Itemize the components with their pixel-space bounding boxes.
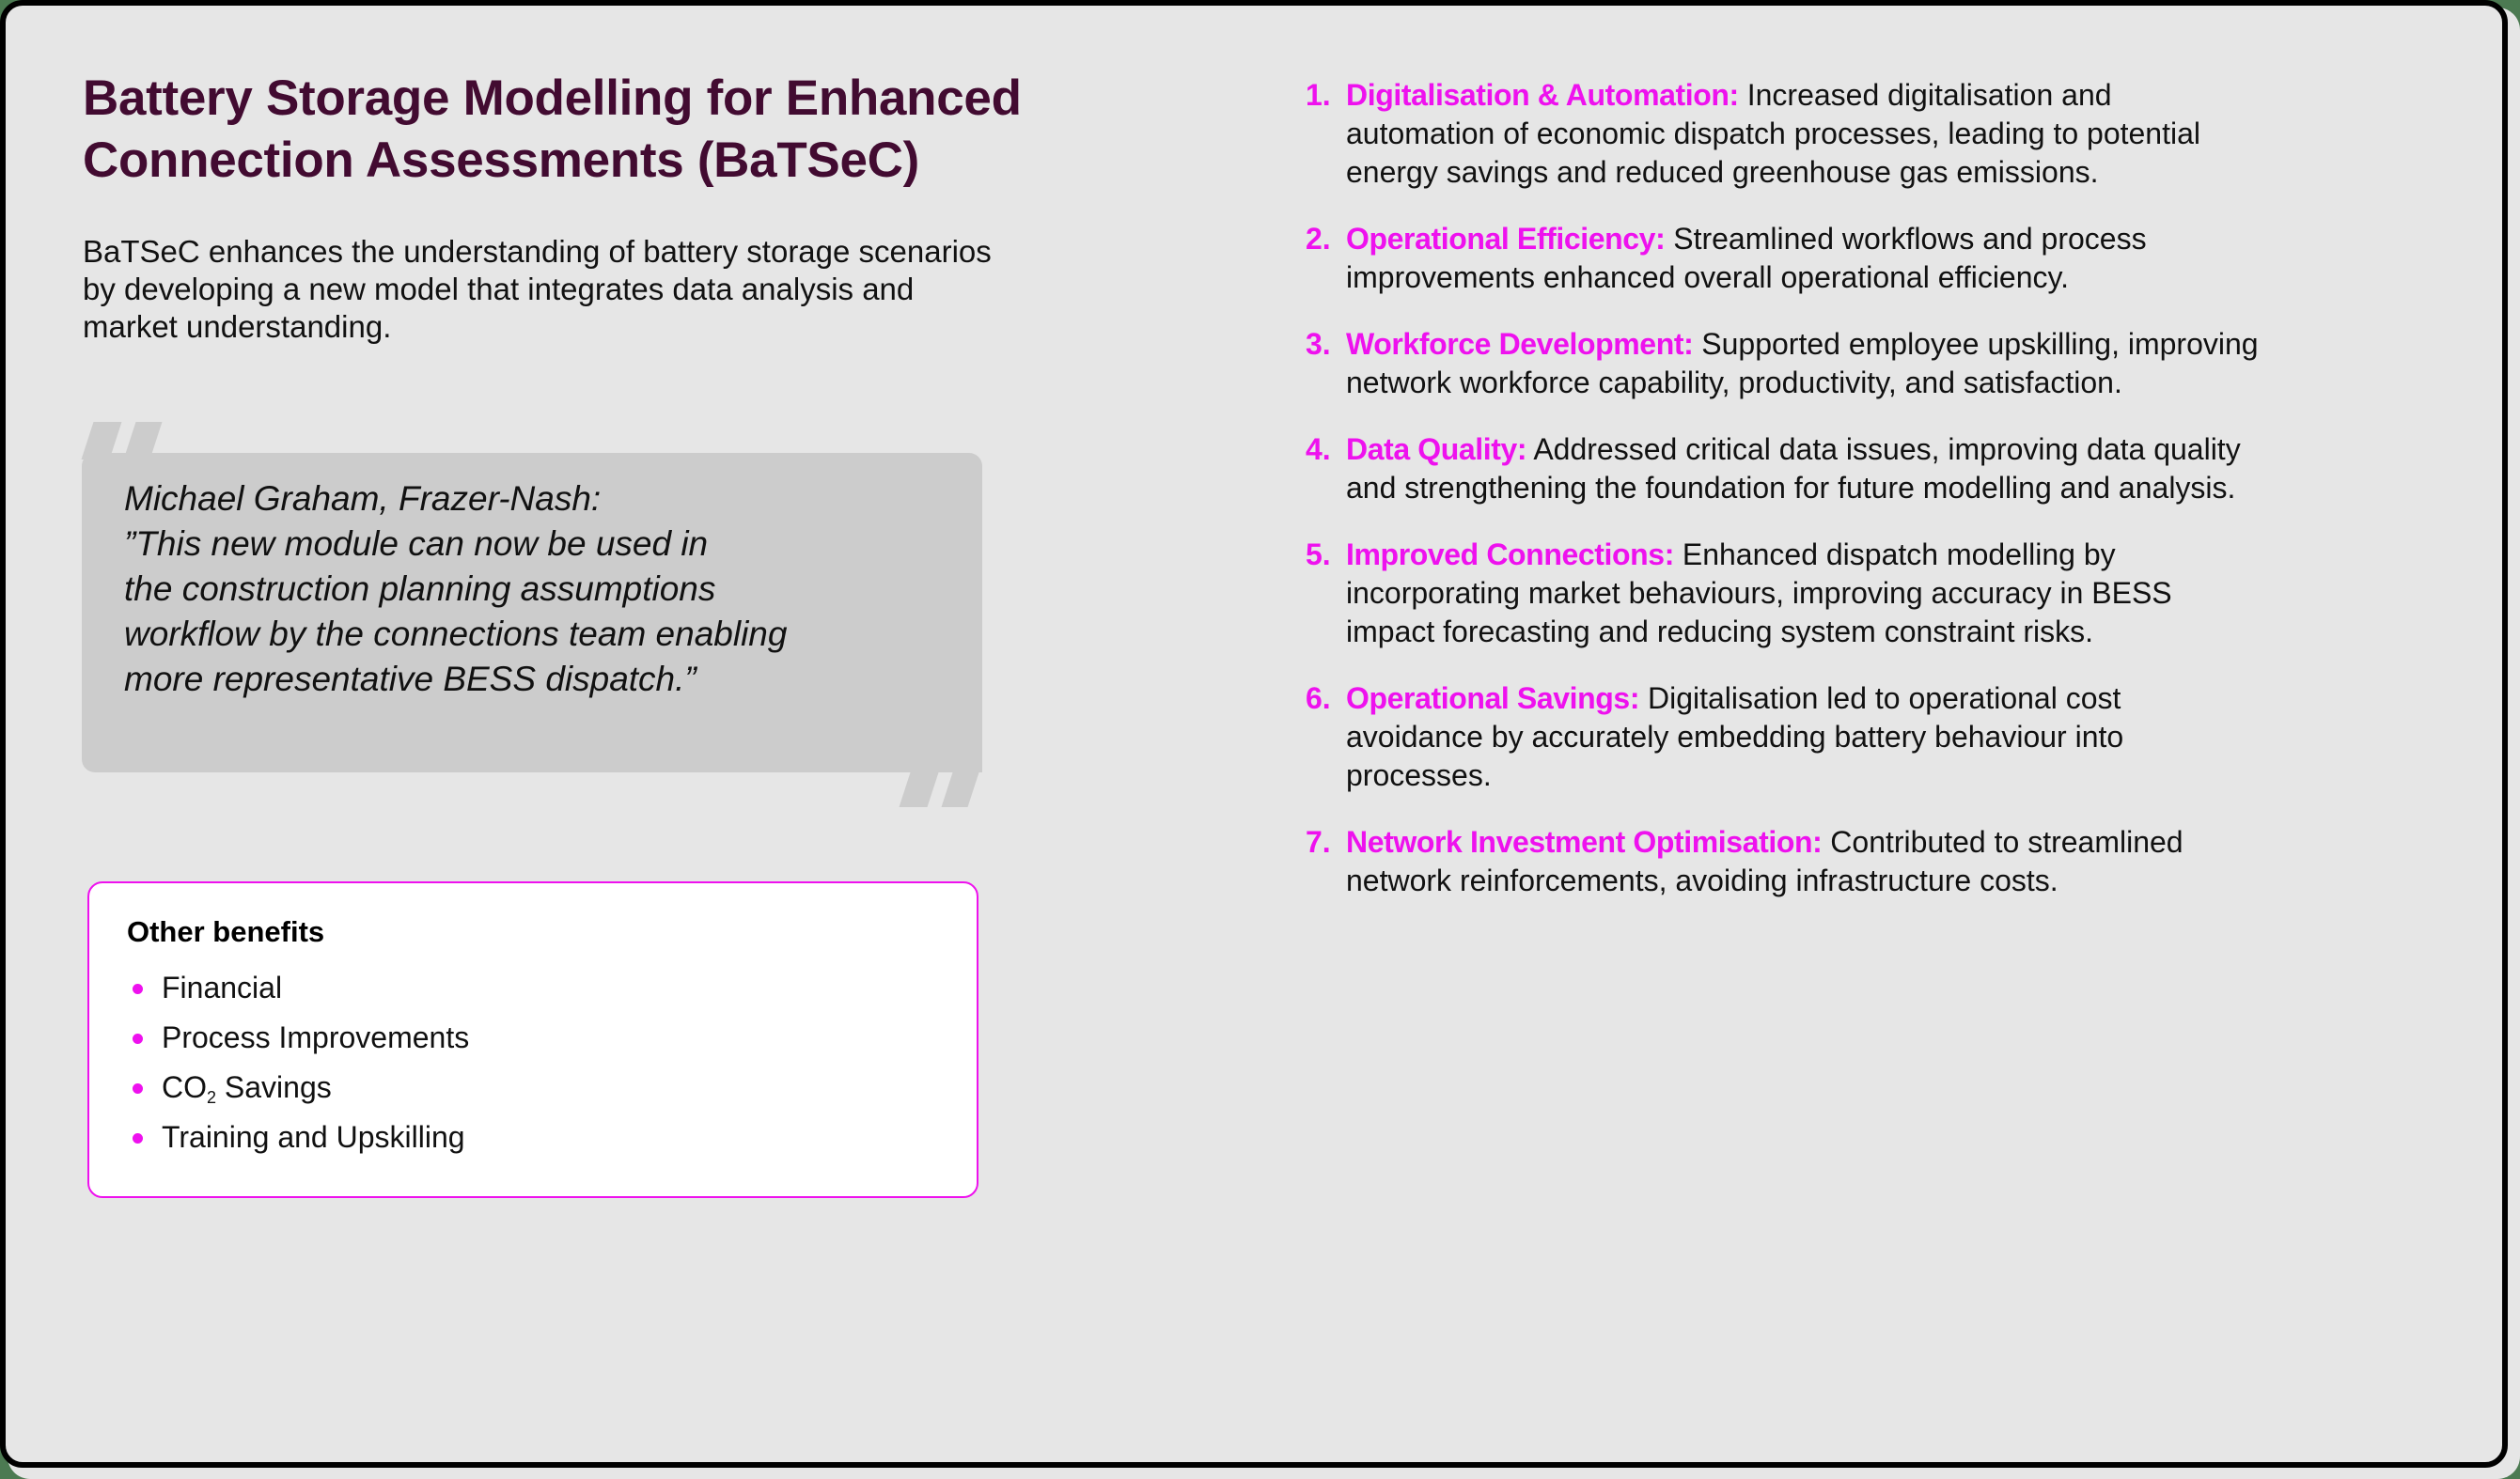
quote-line: ”This new module can now be used in — [124, 524, 709, 563]
benefit-item — [127, 1063, 469, 1113]
testimonial-quote — [82, 416, 982, 803]
outcome-number: 1. — [1306, 78, 1331, 112]
quote-text — [124, 476, 970, 702]
bullet-icon — [133, 984, 143, 994]
outcome-number: 3. — [1306, 327, 1331, 361]
other-benefits-heading: Other benefits — [127, 915, 325, 948]
outcome-number: 4. — [1306, 432, 1331, 466]
bullet-icon — [133, 1083, 143, 1094]
benefit-label: Process Improvements — [162, 1020, 470, 1054]
quote-attribution: Michael Graham, Frazer-Nash: — [124, 479, 602, 518]
outcome-text: Supported employee upskilling, improving — [1693, 327, 2259, 361]
outcome-number: 7. — [1306, 825, 1331, 859]
benefit-item — [127, 1013, 469, 1063]
outcome-heading: Network Investment Optimisation: — [1346, 825, 1823, 859]
outcome-text: improvements enhanced overall operational efficiency. — [1346, 260, 2070, 294]
outcome-text: network reinforcements, avoiding infrastructure costs. — [1346, 864, 2058, 897]
outcome-item — [1306, 325, 2452, 402]
outcome-text: Enhanced dispatch modelling by — [1673, 537, 2116, 571]
quote-close-icon — [900, 770, 940, 807]
title-line-1: Battery Storage Modelling for Enhanced — [83, 70, 1022, 126]
description-line: BaTSeC enhances the understanding of battery storage scenarios — [83, 234, 992, 269]
co2-subscript: 2 — [207, 1088, 217, 1107]
quote-line: workflow by the connections team enabling — [124, 615, 788, 653]
benefit-label-co2 — [162, 1070, 332, 1107]
outcome-text: Addressed critical data issues, improving data quality — [1526, 432, 2241, 466]
outcome-text: automation of economic dispatch processes, leading to potential — [1346, 117, 2200, 150]
outcome-item — [1306, 76, 2452, 192]
other-benefits-panel — [87, 881, 978, 1198]
bullet-icon — [133, 1133, 143, 1144]
outcome-heading: Digitalisation & Automation: — [1346, 78, 1739, 112]
outcome-text: Increased digitalisation and — [1738, 78, 2112, 112]
benefit-item — [127, 963, 469, 1013]
outcome-text: and strengthening the foundation for future modelling and analysis. — [1346, 471, 2236, 505]
outcome-text: Streamlined workflows and process — [1665, 222, 2147, 256]
outcome-number: 5. — [1306, 537, 1331, 571]
outcome-item — [1306, 430, 2452, 507]
quote-close-icon — [942, 770, 980, 807]
other-benefits-list — [127, 963, 469, 1162]
outcome-text: processes. — [1346, 758, 1492, 792]
outcome-text: Contributed to streamlined — [1822, 825, 2183, 859]
benefit-label: Financial — [162, 971, 283, 1004]
page-title — [83, 68, 1211, 192]
benefit-item — [127, 1113, 469, 1162]
quote-line: more representative BESS dispatch.” — [124, 660, 697, 698]
co2-suffix: Savings — [216, 1070, 332, 1104]
outcome-heading: Operational Efficiency: — [1346, 222, 1666, 256]
outcome-text: network workforce capability, productivity, and satisfaction. — [1346, 366, 2122, 399]
outcome-item — [1306, 823, 2452, 900]
co2-prefix: CO — [162, 1070, 207, 1104]
title-line-2: Connection Assessments (BaTSeC) — [83, 132, 919, 188]
outcome-number: 6. — [1306, 681, 1331, 715]
quote-line: the construction planning assumptions — [124, 569, 716, 608]
outcome-text: impact forecasting and reducing system constraint risks. — [1346, 615, 2093, 648]
outcome-heading: Operational Savings: — [1346, 681, 1640, 715]
description-line: market understanding. — [83, 309, 392, 344]
outcome-text: Digitalisation led to operational cost — [1639, 681, 2121, 715]
outcome-heading: Workforce Development: — [1346, 327, 1694, 361]
outcome-text: energy savings and reduced greenhouse gas emissions. — [1346, 155, 2099, 189]
outcome-item — [1306, 220, 2452, 297]
bullet-icon — [133, 1034, 143, 1044]
outcome-heading: Data Quality: — [1346, 432, 1527, 466]
description-line: by developing a new model that integrates data analysis and — [83, 272, 915, 306]
outcomes-list — [1306, 76, 2452, 928]
outcome-item — [1306, 679, 2452, 795]
outcome-heading: Improved Connections: — [1346, 537, 1674, 571]
outcome-text: incorporating market behaviours, improving accuracy in BESS — [1346, 576, 2172, 610]
project-description — [83, 233, 1154, 346]
outcome-item — [1306, 536, 2452, 651]
outcome-number: 2. — [1306, 222, 1331, 256]
outcome-text: avoidance by accurately embedding battery behaviour into — [1346, 720, 2124, 754]
benefit-label: Training and Upskilling — [162, 1120, 465, 1154]
